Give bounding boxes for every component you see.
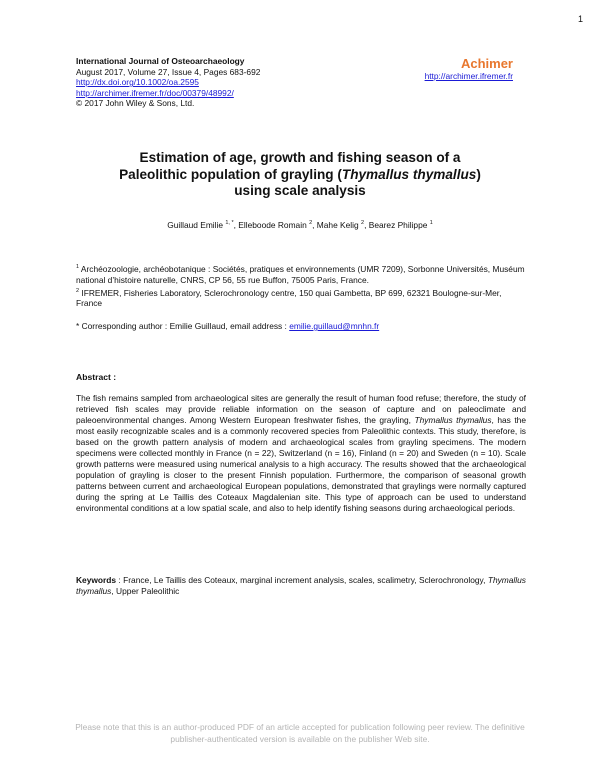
abstract-heading: Abstract : [76, 372, 117, 382]
corresponding-author: * Corresponding author : Emilie Guillaud, email address : emilie.guillaud@mnhn.fr [76, 321, 380, 331]
affiliations [76, 262, 526, 309]
title-line-2: Paleolithic population of grayling (Thymallus thymallus) [119, 166, 481, 182]
doi-link[interactable]: http://dx.doi.org/10.1002/oa.2595 [76, 77, 199, 88]
footer-note [30, 722, 570, 745]
abstract-text: The fish remains sampled from archaeological sites are generally the result of human food refuse; therefore, the study of retrieved fish scales may provide reliable information on the season of capture and on paleoclimate and paleoenvironmental changes. Among Western European freshwater fishes, the grayling, Thymallus thymallus, has the most easily recognizable scales and is a commonly recovered species from Paleolithic contexts. This study, therefore, is based on the growth pattern analysis of modern and archaeological scales from grayling specimens. The modern specimens were collected monthly in France (n = 22), Switzerland (n = 16), Finland (n = 20) and Sweden (n = 10). Scale growth patterns were measured using numerical analysis to a high accuracy. The results showed that the archaeological population of grayling is closer to the present Finnish population. Furthermore, the comparison of seasonal growth patterns between current and archaeological European populations, demonstrated that graylings were normally captured during the spring at Le Taillis des Coteaux Magdalenian site. This type of approach can be used to understand environmental conditions at a low spatial scale, and also to help identify fishing seasons during archaeological periods. [76, 393, 526, 513]
footer-line-1: Please note that this is an author-produced PDF of an article accepted for publication following peer review. The definitive [75, 722, 525, 732]
repository-logo: Achimer [460, 56, 513, 71]
journal-issue: August 2017, Volume 27, Issue 4, Pages 683-692 [76, 66, 261, 77]
article-title [80, 150, 520, 200]
keywords: Keywords : France, Le Taillis des Coteaux, marginal increment analysis, scales, scalimetry, Sclerochronology, Thymallus thymallus, Upper Paleolithic [76, 575, 526, 596]
keywords-label: Keywords [76, 575, 117, 585]
repository-link[interactable]: http://archimer.ifremer.fr [424, 71, 513, 81]
affiliation-2: $^2$ IFREMER, Fisheries Laboratory, Sclerochronology centre, 150 quai Gambetta, BP 699, 62321 Boulogne-sur-Mer, France [76, 287, 502, 309]
page-number: 1 [578, 14, 584, 24]
title-line-3: using scale analysis [234, 183, 366, 198]
repository-header [425, 57, 513, 81]
title-line-1: Estimation of age, growth and fishing season of a [139, 150, 461, 165]
species-name: Thymallus thymallus [341, 166, 477, 182]
journal-info [76, 56, 260, 109]
email-link[interactable]: emilie.guillaud@mnhn.fr [289, 321, 380, 331]
copyright: © 2017 John Wiley & Sons, Ltd. [76, 98, 195, 109]
footer-line-2: publisher-authenticated version is available on the publisher Web site. [170, 733, 430, 744]
archive-link[interactable]: http://archimer.ifremer.fr/doc/00379/48992/ [76, 87, 234, 98]
journal-name: International Journal of Osteoarchaeology [76, 56, 245, 66]
affiliation-1: $^1$ Archéozoologie, archéobotanique : Sociétés, pratiques et environnements (UMR 7209), Sorbonne Universités, Muséum national d’histoire naturelle, CNRS, CP 56, 55 rue Buffon, 75005 Paris, France. [76, 263, 525, 285]
author-list: Guillaud Emilie $^{1, *}$, Elleboode Romain $^2$, Mahe Kelig $^2$, Bearez Philippe $^1$ [167, 220, 433, 230]
